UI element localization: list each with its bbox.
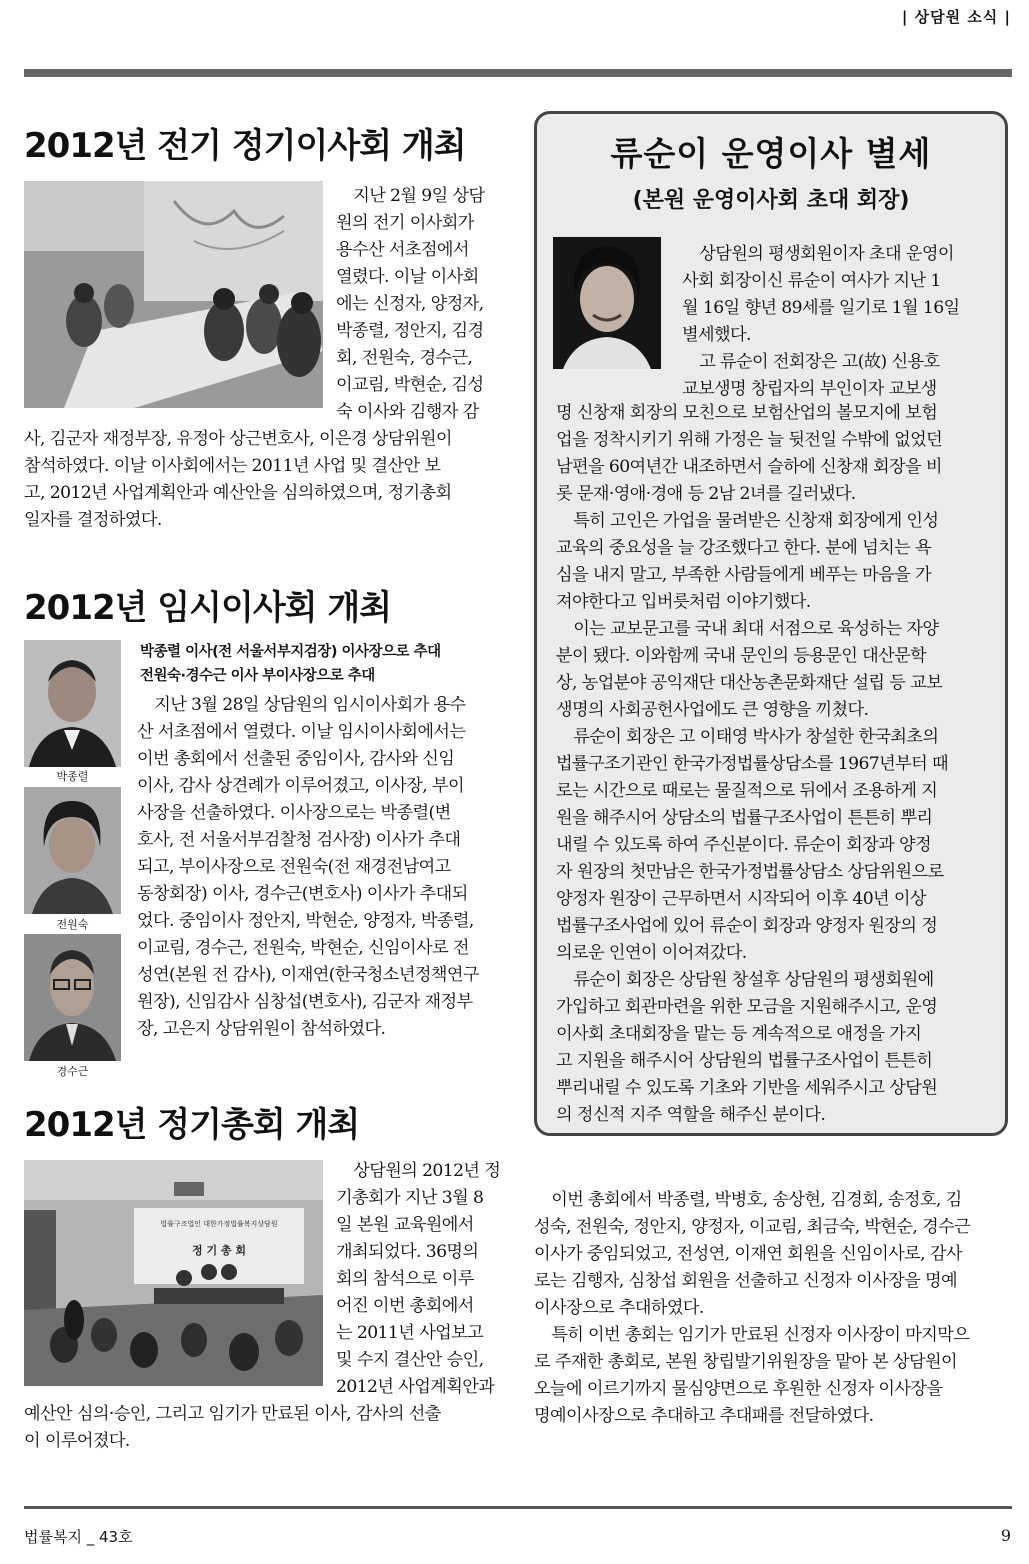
portrait-park — [24, 640, 121, 767]
text-line: 이사가 중임되었고, 전성연, 이재연 회원을 신임이사로, 감사 — [534, 1244, 962, 1264]
obituary-title: 류순이 운영이사 별세 — [610, 134, 932, 173]
text-line: 져야한다고 입버릇처럼 이야기했다. — [556, 592, 811, 612]
portrait-jeon — [24, 787, 121, 914]
text-line: 이사, 감사 상견례가 이루어졌고, 이사장, 부이 — [137, 776, 464, 796]
article2-body — [137, 692, 506, 1043]
text-line: 뿌리내릴 수 있도록 기초와 기반을 세워주시고 상담원 — [556, 1078, 938, 1098]
text-line: 동창회장) 이사, 경수근(변호사) 이사가 추대되 — [137, 884, 468, 904]
text-line: 산 서초점에서 열렸다. 이날 임시이사회에서는 — [137, 722, 466, 742]
bottom-divider — [24, 1506, 1012, 1509]
article1-body-wide — [24, 426, 506, 534]
portrait-photo-icon — [24, 934, 121, 1061]
text-line: 참석하였다. 이날 이사회에서는 2011년 사업 및 결산안 보 — [24, 456, 441, 476]
text-line: 원의 전기 이사회가 — [336, 213, 474, 233]
text-line: 상, 농업분야 공익재단 대산농촌문화재단 설립 등 교보 — [556, 673, 943, 693]
text-line: 가입하고 회관마련을 위한 모금을 지원해주시고, 운영 — [556, 997, 938, 1017]
text-line: 교보생명 창립자의 부인이자 교보생 — [682, 379, 937, 399]
text-line: 양정자 원장이 근무하면서 시작되어 이후 40년 이상 — [556, 889, 926, 909]
text-line: 류순이 회장은 상담원 창설후 상담원의 평생회원에 — [573, 970, 934, 990]
text-line: 상담원의 2012년 정 — [353, 1161, 501, 1181]
text-line: 숙 이사와 김행자 감 — [336, 402, 479, 422]
text-line: 2012년 사업계획안과 — [336, 1377, 495, 1397]
obituary-body-narrow — [682, 241, 988, 403]
text-line: 었다. 중임이사 정안지, 박현순, 양정자, 박종렬, — [137, 911, 474, 931]
article2-subtitle-1: 박종렬 이사(전 서울서부지검장) 이사장으로 추대 — [140, 644, 441, 660]
article2-title: 2012년 임시이사회 개최 — [24, 588, 392, 628]
article2-subtitles — [140, 640, 510, 688]
text-line: 성숙, 전원숙, 정안지, 양정자, 이교림, 최금숙, 박현순, 경수근 — [534, 1217, 971, 1237]
text-line: 심을 내지 말고, 부족한 사람들에게 베푸는 마음을 가 — [556, 565, 931, 585]
portrait-photo-icon — [553, 237, 661, 369]
text-line: 로는 김행자, 심창섭 회원을 선출하고 신정자 이사장을 명예 — [534, 1271, 957, 1291]
text-line: 내릴 수 있도록 하여 주신분이다. 류순이 회장과 양정 — [556, 835, 931, 855]
meeting-photo — [24, 181, 323, 408]
meeting-photo-icon — [24, 181, 323, 408]
banner-text-1: 법률구조법인 대한가정법률복지상담원 — [160, 1220, 278, 1228]
text-line: 어진 이번 총회에서 — [336, 1296, 474, 1316]
footer-publication: 법률복지 _ 43호 — [24, 1528, 133, 1546]
article3-body-narrow — [336, 1158, 505, 1401]
assembly-photo — [24, 1160, 323, 1386]
article1-body-narrow — [336, 183, 505, 426]
text-line: 로 주재한 총회로, 본원 창립발기위원장을 맡아 본 상담원이 — [534, 1352, 957, 1372]
text-line: 는 2011년 사업보고 — [336, 1323, 484, 1343]
portrait-caption: 전원숙 — [56, 918, 89, 931]
text-line: 되고, 부이사장으로 전원숙(전 재경전남여고 — [137, 857, 451, 877]
text-line: 이교림, 경수근, 전원숙, 박현순, 신임이사로 전 — [137, 938, 469, 958]
text-line: 류순이 회장은 고 이태영 박사가 창설한 한국최초의 — [573, 727, 939, 747]
portrait-caption: 박종렬 — [56, 770, 89, 783]
text-line: 일 본원 교육원에서 — [336, 1215, 474, 1235]
portrait-photo-icon — [24, 640, 121, 767]
text-line: 사회 회장이신 류순이 여사가 지난 1 — [682, 271, 941, 291]
text-line: 로는 시간으로 때로는 물질적으로 뒤에서 조용하게 지 — [556, 781, 938, 801]
text-line: 성연(본원 전 감사), 이재연(한국청소년정책연구 — [137, 965, 479, 985]
text-line: 업을 정착시키기 위해 가정은 늘 뒷전일 수밖에 없었던 — [556, 430, 943, 450]
article2-subtitle-2: 전원숙·경수근 이사 부이사장으로 추대 — [140, 668, 375, 684]
text-line: 지난 3월 28일 상담원의 임시이사회가 용수 — [154, 695, 466, 715]
text-line: 장, 고은지 상담위원이 참석하였다. — [137, 1019, 386, 1039]
top-divider — [24, 69, 1012, 77]
text-line: 용수산 서초점에서 — [336, 240, 469, 260]
text-line: 고 지원을 해주시어 상담원의 법률구조사업이 튼튼히 — [556, 1051, 933, 1071]
text-line: 기총회가 지난 3월 8 — [336, 1188, 484, 1208]
text-line: 및 수지 결산안 승인, — [336, 1350, 484, 1370]
text-line: 이번 총회에서 선출된 중임이사, 감사와 신임 — [137, 749, 455, 769]
text-line: 별세했다. — [682, 325, 751, 345]
text-line: 일자를 결정하였다. — [24, 510, 162, 530]
obituary-subtitle: (본원 운영이사회 초대 회장) — [632, 188, 910, 213]
text-line: 남편을 60여년간 내조하면서 슬하에 신창재 회장을 비 — [556, 457, 942, 477]
portrait-photo-icon — [24, 787, 121, 914]
text-line: 의로운 인연이 이어져갔다. — [556, 943, 747, 963]
text-line: 특히 고인은 가업을 물려받은 신창재 회장에게 인성 — [573, 511, 939, 531]
text-line: 사, 김군자 재정부장, 유정아 상근변호사, 이은경 상담위원이 — [24, 429, 452, 449]
text-line: 지난 2월 9일 상담 — [353, 186, 485, 206]
text-line: 에는 신정자, 양정자, — [336, 294, 484, 314]
text-line: 열렸다. 이날 이사회 — [336, 267, 479, 287]
assembly-continuation — [534, 1187, 1012, 1430]
article3-title: 2012년 정기총회 개최 — [24, 1105, 360, 1145]
text-line: 고, 2012년 사업계획안과 예산안을 심의하였으며, 정기총회 — [24, 483, 452, 503]
page-number: 9 — [1000, 1526, 1011, 1545]
text-line: 법률구조사업에 있어 류순이 회장과 양정자 원장의 정 — [556, 916, 938, 936]
text-line: 이 이루어졌다. — [24, 1431, 130, 1451]
obituary-body-wide — [556, 400, 988, 1129]
portrait-ryu — [553, 237, 661, 369]
portrait-caption: 경수근 — [56, 1065, 89, 1078]
text-line: 상담원의 평생회원이자 초대 운영이 — [699, 244, 954, 264]
text-line: 교육의 중요성을 늘 강조했다고 한다. 분에 넘치는 욕 — [556, 538, 931, 558]
text-line: 이번 총회에서 박종렬, 박병호, 송상현, 김경회, 송정호, 김 — [551, 1190, 962, 1210]
text-line: 월 16일 향년 89세를 일기로 1월 16일 — [682, 298, 960, 318]
text-line: 회, 전원숙, 경수근, — [336, 348, 473, 368]
text-line: 개최되었다. 36명의 — [336, 1242, 479, 1262]
text-line: 이는 교보문고를 국내 최대 서점으로 육성하는 자양 — [573, 619, 939, 639]
text-line: 박종렬, 정안지, 김경 — [336, 321, 484, 341]
text-line: 자 원장의 첫만남은 한국가정법률상담소 상담위원으로 — [556, 862, 944, 882]
text-line: 특히 이번 총회는 임기가 만료된 신정자 이사장이 마지막으 — [551, 1325, 970, 1345]
text-line: 법률구조기관인 한국가정법률상담소를 1967년부터 때 — [556, 754, 948, 774]
text-line: 롯 문재·영애·경애 등 2남 2녀를 길러냈다. — [556, 484, 856, 504]
text-line: 원장), 신임감사 심창섭(변호사), 김군자 재정부 — [137, 992, 473, 1012]
text-line: 이교림, 박현순, 김성 — [336, 375, 484, 395]
text-line: 명 신창재 회장의 모친으로 보험산업의 볼모지에 보험 — [556, 403, 938, 423]
text-line: 이사회 초대회장을 맡는 등 계속적으로 애정을 가지 — [556, 1024, 922, 1044]
text-line: 호사, 전 서울서부검찰청 검사장) 이사가 추대 — [137, 830, 461, 850]
text-line: 분이 됐다. 이와함께 국내 문인의 등용문인 대산문학 — [556, 646, 927, 666]
text-line: 이사장으로 추대하였다. — [534, 1298, 704, 1318]
section-tag: | 상담원 소식 | — [901, 8, 1011, 26]
banner-text-2: 정 기 총 회 — [192, 1244, 246, 1257]
text-line: 명예이사장으로 추대하고 추대패를 전달하였다. — [534, 1406, 874, 1426]
article3-body-wide — [24, 1401, 506, 1455]
text-line: 원을 해주시어 상담소의 법률구조사업이 튼튼히 뿌리 — [556, 808, 933, 828]
text-line: 의 정신적 지주 역할을 해주신 분이다. — [556, 1105, 826, 1125]
text-line: 오늘에 이르기까지 물심양면으로 후원한 신정자 이사장을 — [534, 1379, 943, 1399]
text-line: 생명의 사회공헌사업에도 큰 영향을 끼쳤다. — [556, 700, 869, 720]
portrait-kyung — [24, 934, 121, 1061]
text-line: 고 류순이 전회장은 고(故) 신용호 — [699, 352, 940, 372]
article1-title: 2012년 전기 정기이사회 개최 — [24, 126, 466, 166]
assembly-photo-icon — [24, 1160, 323, 1386]
text-line: 회의 참석으로 이루 — [336, 1269, 474, 1289]
text-line: 예산안 심의·승인, 그리고 임기가 만료된 이사, 감사의 선출 — [24, 1404, 441, 1424]
text-line: 사장을 선출하였다. 이사장으로는 박종렬(변 — [137, 803, 451, 823]
